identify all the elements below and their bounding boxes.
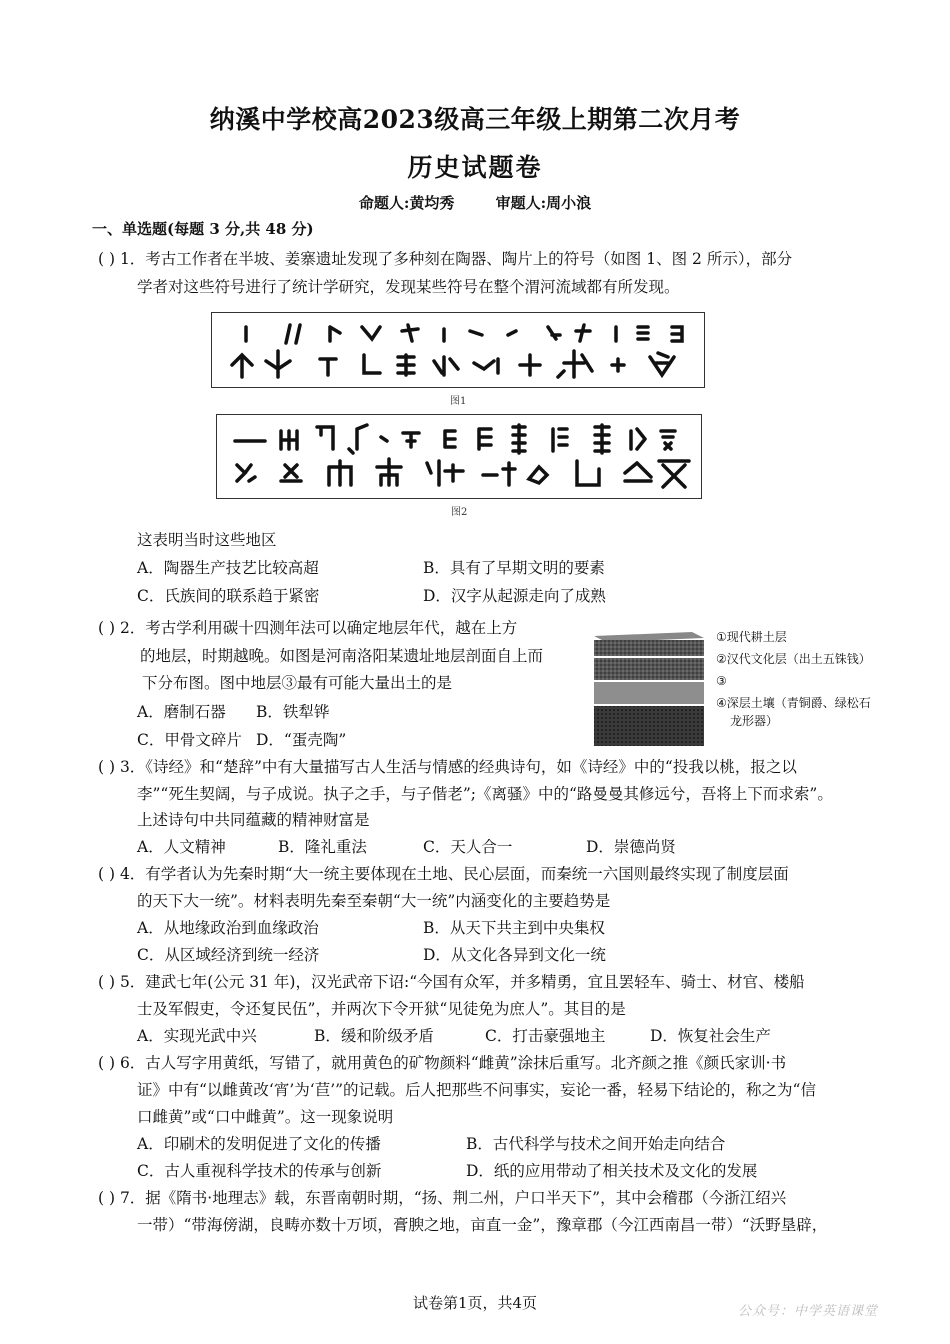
page-footer: 试卷第1页，共4页 — [412, 1294, 538, 1312]
figure-1-drawing — [212, 313, 704, 387]
strata-label-4a: ④深层土壤（青铜爵、绿松石 — [716, 696, 871, 710]
q6-line2: 证》中有“以雌黄改‘宵’为‘苣’”的记载。后人把那些不问事实，妄论一番，轻易下结论的，称之为“信 — [137, 1081, 816, 1099]
q5-option-c[interactable]: C．打击豪强地主 — [485, 1027, 606, 1045]
q7-line1: ( ) 7．据《隋书·地理志》载，东晋南朝时期，“扬、荆二州，户口半天下”，其中会稽郡（今浙江绍兴 — [98, 1189, 787, 1207]
strata-label-3: ③ — [716, 674, 727, 688]
figure-1-caption: 图1 — [450, 396, 467, 407]
exam-authors — [0, 192, 950, 213]
q4-line1: ( ) 4．有学者认为先秦时期“大一统主要体现在土地、民心层面，而秦统一六国则最终实现了制度层面 — [98, 865, 789, 883]
q1-option-d[interactable]: D．汉字从起源走向了成熟 — [423, 587, 606, 605]
q7-line2: 一带）“带海傍湖，良畴亦数十万顷，膏腴之地，亩直一金”，豫章郡（今江西南昌一带）“沃野垦辟， — [137, 1216, 828, 1234]
strata-label-2: ②汉代文化层（出土五铢钱） — [716, 652, 871, 666]
strata-diagram — [588, 628, 888, 750]
section-title: 一、单选题(每题 3 分,共 48 分) — [92, 220, 314, 238]
q4-option-c[interactable]: C．从区域经济到统一经济 — [137, 946, 320, 964]
strata-label-1: ①现代耕土层 — [716, 630, 787, 644]
q4-option-d[interactable]: D．从文化各异到文化一统 — [423, 946, 606, 964]
exam-title: 纳溪中学校高2023级高三年级上期第二次月考 — [209, 105, 741, 134]
figure-2-drawing — [217, 415, 701, 498]
exam-subtitle: 历史试题卷 — [407, 153, 543, 182]
q6-option-d[interactable]: D．纸的应用带动了相关技术及文化的发展 — [466, 1162, 758, 1180]
setter: 命题人:黄均秀 — [358, 194, 455, 212]
q3-line3: 上述诗句中共同蕴藏的精神财富是 — [137, 811, 370, 829]
q2-option-a[interactable]: A．磨制石器 — [137, 703, 226, 721]
q6-line3: 口雌黄”或“口中雌黄”。这一现象说明 — [137, 1108, 394, 1126]
q2-option-b[interactable]: B．铁犁铧 — [256, 703, 330, 721]
q2-line2: 的地层，时期越晚。如图是河南洛阳某遗址地层剖面自上而 — [140, 647, 544, 665]
q4-line2: 的天下大一统”。材料表明先秦至秦朝“大一统”内涵变化的主要趋势是 — [137, 892, 611, 910]
q5-line2: 士及军假吏，令还复民伍”，并两次下令开狱“见徒免为庶人”。其目的是 — [137, 1000, 626, 1018]
strata-blocks — [588, 628, 708, 750]
q4-option-b[interactable]: B．从天下共主到中央集权 — [423, 919, 605, 937]
q4-option-a[interactable]: A．从地缘政治到血缘政治 — [137, 919, 319, 937]
q1-option-a[interactable]: A．陶器生产技艺比较高超 — [137, 559, 319, 577]
figure-2-caption: 图2 — [451, 507, 468, 518]
watermark: 公众号：中学英语课堂 — [738, 1304, 879, 1319]
q3-option-c[interactable]: C．天人合一 — [423, 838, 513, 856]
figure-1-symbols — [211, 312, 705, 388]
q5-option-d[interactable]: D．恢复社会生产 — [650, 1027, 771, 1045]
q1-line1: ( ) 1．考古工作者在半坡、姜寨遗址发现了多种刻在陶器、陶片上的符号（如图 1、图 2 所示），部分 — [98, 250, 793, 268]
q5-option-a[interactable]: A．实现光武中兴 — [137, 1027, 257, 1045]
q3-line2: 李”“死生契阔，与子成说。执子之手，与子偕老”;《离骚》中的“路曼曼其修远兮，吾将上下而求索”。 — [137, 785, 833, 803]
strata-label-4b: 龙形器） — [730, 714, 779, 728]
q2-option-d[interactable]: D．“蛋壳陶” — [256, 731, 347, 749]
q5-option-b[interactable]: B．缓和阶级矛盾 — [314, 1027, 434, 1045]
q2-option-c[interactable]: C．甲骨文碎片 — [137, 731, 242, 749]
q6-option-a[interactable]: A．印刷术的发明促进了文化的传播 — [137, 1135, 381, 1153]
q6-option-b[interactable]: B．古代科学与技术之间开始走向结合 — [466, 1135, 726, 1153]
q1-line2: 学者对这些符号进行了统计学研究，发现某些符号在整个渭河流域都有所发现。 — [137, 278, 680, 296]
reviewer: 审题人:周小浪 — [495, 194, 592, 212]
q1-option-c[interactable]: C．氏族间的联系趋于紧密 — [137, 587, 320, 605]
q6-line1: ( ) 6．古人写字用黄纸，写错了，就用黄色的矿物颜料“雌黄”涂抹后重写。北齐颜之推《颜氏家训·书 — [98, 1054, 787, 1072]
q6-option-c[interactable]: C．古人重视科学技术的传承与创新 — [137, 1162, 382, 1180]
q1-option-b[interactable]: B．具有了早期文明的要素 — [423, 559, 605, 577]
q3-option-d[interactable]: D．崇德尚贤 — [586, 838, 676, 856]
q3-option-b[interactable]: B．隆礼重法 — [278, 838, 367, 856]
q2-line1: ( ) 2．考古学利用碳十四测年法可以确定地层年代，越在上方 — [98, 619, 518, 637]
q3-option-a[interactable]: A．人文精神 — [137, 838, 226, 856]
figure-2-symbols — [216, 414, 702, 499]
q2-line3: 下分布图。图中地层③最有可能大量出土的是 — [142, 674, 453, 692]
q3-line1: ( ) 3．《诗经》和“楚辞”中有大量描写古人生活与情感的经典诗句，如《诗经》中的“投我以桃，报之以 — [98, 758, 797, 776]
q1-stem: 这表明当时这些地区 — [137, 531, 277, 549]
q5-line1: ( ) 5．建武七年(公元 31 年)，汉光武帝下诏:“今国有众军，并多精勇，宜且罢轻车、骑士、材官、楼船 — [98, 973, 805, 991]
